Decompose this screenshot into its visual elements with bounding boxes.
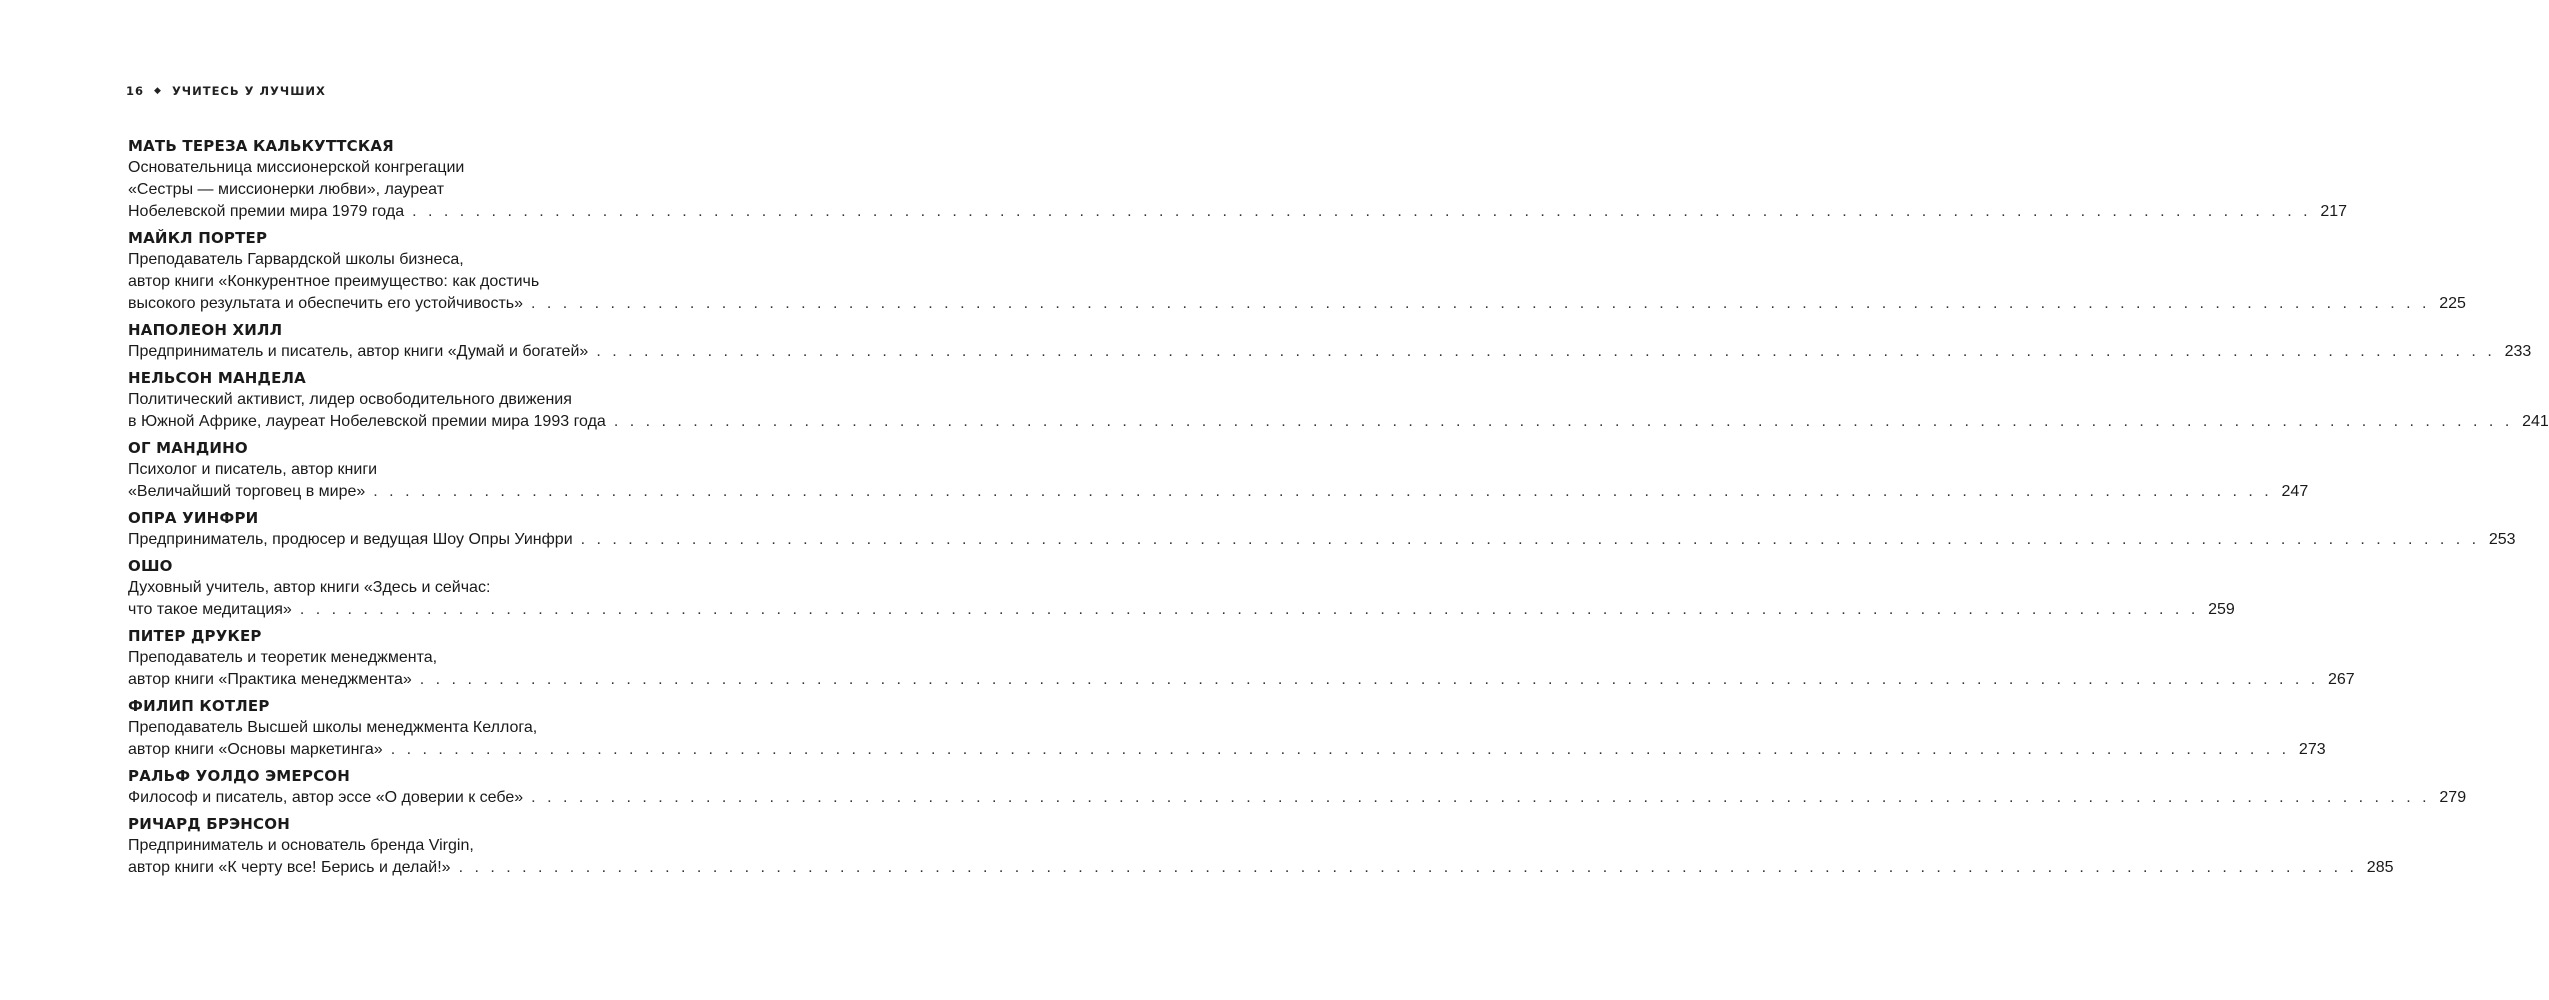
entry-page-number: 285: [2366, 859, 2394, 876]
entry-last-line: [128, 857, 2394, 879]
dot-leader: . . . . . . . . . . . . . . . . . . . . . . . . . . . . . . . . . . . . . . . . . . . . . . . . . . . . . . . . . . . . . . . . . . . . . . . . . . . . . . . . . . . . . . . . . . . . . . . . . . . . . . . . . . . . . . . . . . . . . . . .: [373, 483, 2273, 500]
toc-entry: [128, 626, 2355, 691]
entry-description-line: Нобелевской премии мира 1979 года: [128, 203, 405, 220]
entry-description-line: Преподаватель Гарвардской школы бизнеса,: [128, 251, 464, 268]
entry-description-line: Основательница миссионерской конгрегации: [128, 159, 465, 176]
toc-entry: [128, 814, 2394, 879]
entry-last-line: [128, 787, 2467, 809]
toc-entry: [128, 368, 2549, 433]
entry-last-line: [128, 529, 2516, 551]
toc-entry: [128, 556, 2235, 621]
entry-last-line: [128, 669, 2355, 691]
dot-leader: . . . . . . . . . . . . . . . . . . . . . . . . . . . . . . . . . . . . . . . . . . . . . . . . . . . . . . . . . . . . . . . . . . . . . . . . . . . . . . . . . . . . . . . . . . . . . . . . . . . . . . . . . . . . . . . . . . . . . . . .: [580, 531, 2480, 548]
dot-leader: . . . . . . . . . . . . . . . . . . . . . . . . . . . . . . . . . . . . . . . . . . . . . . . . . . . . . . . . . . . . . . . . . . . . . . . . . . . . . . . . . . . . . . . . . . . . . . . . . . . . . . . . . . . . . . . . . . . . . . . .: [458, 859, 2358, 876]
page-number: 16: [126, 84, 145, 98]
entry-page-number: 217: [2320, 203, 2348, 220]
toc-entry: [128, 438, 2309, 503]
entry-name: РИЧАРД БРЭНСОН: [128, 815, 290, 833]
entry-description-line: автор книги «К черту все! Берись и делай!»: [128, 859, 451, 876]
toc-entry: [128, 696, 2326, 761]
entry-last-line: [128, 411, 2549, 433]
entry-name: НАПОЛЕОН ХИЛЛ: [128, 321, 283, 339]
toc-entry: [128, 766, 2467, 809]
entry-name: ФИЛИП КОТЛЕР: [128, 697, 270, 715]
dot-leader: . . . . . . . . . . . . . . . . . . . . . . . . . . . . . . . . . . . . . . . . . . . . . . . . . . . . . . . . . . . . . . . . . . . . . . . . . . . . . . . . . . . . . . . . . . . . . . . . . . . . . . . . . . . . . . . . . . . . . . . .: [531, 295, 2430, 312]
entry-description-line: «Величайший торговец в мире»: [128, 483, 366, 500]
dot-leader: . . . . . . . . . . . . . . . . . . . . . . . . . . . . . . . . . . . . . . . . . . . . . . . . . . . . . . . . . . . . . . . . . . . . . . . . . . . . . . . . . . . . . . . . . . . . . . . . . . . . . . . . . . . . . . . . . . . . . . . .: [613, 413, 2513, 430]
running-header: [126, 84, 326, 98]
entry-description-line: Преподаватель Высшей школы менеджмента Келлога,: [128, 719, 538, 736]
entry-name: ОГ МАНДИНО: [128, 439, 248, 457]
toc-entry: [128, 508, 2516, 551]
entry-last-line: [128, 201, 2348, 223]
entry-description-line: что такое медитация»: [128, 601, 292, 618]
entry-page-number: 241: [2522, 413, 2549, 430]
entry-page-number: 233: [2504, 343, 2532, 360]
entry-name: НЕЛЬСОН МАНДЕЛА: [128, 369, 306, 387]
entry-page-number: 225: [2439, 295, 2466, 312]
entry-description-line: автор книги «Основы маркетинга»: [128, 741, 383, 758]
entry-page-number: 279: [2439, 789, 2467, 806]
table-of-contents: [128, 136, 2549, 884]
entry-last-line: [128, 341, 2532, 363]
entry-last-line: [128, 293, 2466, 315]
toc-entry: [128, 228, 2466, 315]
entry-last-line: [128, 481, 2309, 503]
entry-description-line: «Сестры — миссионерки любви», лауреат: [128, 181, 445, 198]
diamond-separator-icon: ◆: [154, 86, 162, 96]
entry-page-number: 267: [2328, 671, 2355, 688]
dot-leader: . . . . . . . . . . . . . . . . . . . . . . . . . . . . . . . . . . . . . . . . . . . . . . . . . . . . . . . . . . . . . . . . . . . . . . . . . . . . . . . . . . . . . . . . . . . . . . . . . . . . . . . . . . . . . . . . . . . . . . . .: [299, 601, 2199, 618]
entry-description-line: Предприниматель и основатель бренда Virgin,: [128, 837, 474, 854]
toc-entry: [128, 136, 2348, 223]
toc-entry: [128, 320, 2532, 363]
entry-name: МАТЬ ТЕРЕЗА КАЛЬКУТТСКАЯ: [128, 137, 394, 155]
entry-name: РАЛЬФ УОЛДО ЭМЕРСОН: [128, 767, 350, 785]
running-title: УЧИТЕСЬ У ЛУЧШИХ: [171, 84, 326, 98]
entry-description-line: в Южной Африке, лауреат Нобелевской премии мира 1993 года: [128, 413, 606, 430]
entry-name: ОПРА УИНФРИ: [128, 509, 259, 527]
entry-page-number: 247: [2281, 483, 2309, 500]
dot-leader: . . . . . . . . . . . . . . . . . . . . . . . . . . . . . . . . . . . . . . . . . . . . . . . . . . . . . . . . . . . . . . . . . . . . . . . . . . . . . . . . . . . . . . . . . . . . . . . . . . . . . . . . . . . . . . . . . . . . . . . .: [390, 741, 2290, 758]
entry-description-line: Политический активист, лидер освободительного движения: [128, 391, 572, 408]
entry-description-line: Предприниматель и писатель, автор книги «Думай и богатей»: [128, 343, 589, 360]
dot-leader: . . . . . . . . . . . . . . . . . . . . . . . . . . . . . . . . . . . . . . . . . . . . . . . . . . . . . . . . . . . . . . . . . . . . . . . . . . . . . . . . . . . . . . . . . . . . . . . . . . . . . . . . . . . . . . . . . . . . . . . .: [531, 789, 2431, 806]
entry-description-line: Преподаватель и теоретик менеджмента,: [128, 649, 438, 666]
dot-leader: . . . . . . . . . . . . . . . . . . . . . . . . . . . . . . . . . . . . . . . . . . . . . . . . . . . . . . . . . . . . . . . . . . . . . . . . . . . . . . . . . . . . . . . . . . . . . . . . . . . . . . . . . . . . . . . . . . . . . . . .: [596, 343, 2496, 360]
dot-leader: . . . . . . . . . . . . . . . . . . . . . . . . . . . . . . . . . . . . . . . . . . . . . . . . . . . . . . . . . . . . . . . . . . . . . . . . . . . . . . . . . . . . . . . . . . . . . . . . . . . . . . . . . . . . . . . . . . . . . . . .: [412, 203, 2312, 220]
entry-name: ПИТЕР ДРУКЕР: [128, 627, 262, 645]
entry-description-line: высокого результата и обеспечить его устойчивость»: [128, 295, 524, 312]
entry-description-line: Духовный учитель, автор книги «Здесь и сейчас:: [128, 579, 491, 596]
entry-description-line: Психолог и писатель, автор книги: [128, 461, 378, 478]
entry-name: МАЙКЛ ПОРТЕР: [128, 229, 268, 247]
entry-description-line: Философ и писатель, автор эссе «О доверии к себе»: [128, 789, 524, 806]
entry-description-line: Предприниматель, продюсер и ведущая Шоу Опры Уинфри: [128, 531, 573, 548]
entry-name: ОШО: [128, 557, 173, 575]
dot-leader: . . . . . . . . . . . . . . . . . . . . . . . . . . . . . . . . . . . . . . . . . . . . . . . . . . . . . . . . . . . . . . . . . . . . . . . . . . . . . . . . . . . . . . . . . . . . . . . . . . . . . . . . . . . . . . . . . . . . . . . .: [419, 671, 2319, 688]
entry-last-line: [128, 739, 2326, 761]
entry-last-line: [128, 599, 2235, 621]
entry-page-number: 253: [2488, 531, 2516, 548]
entry-page-number: 273: [2298, 741, 2326, 758]
entry-page-number: 259: [2208, 601, 2235, 618]
entry-description-line: автор книги «Конкурентное преимущество: как достичь: [128, 273, 540, 290]
entry-description-line: автор книги «Практика менеджмента»: [128, 671, 412, 688]
